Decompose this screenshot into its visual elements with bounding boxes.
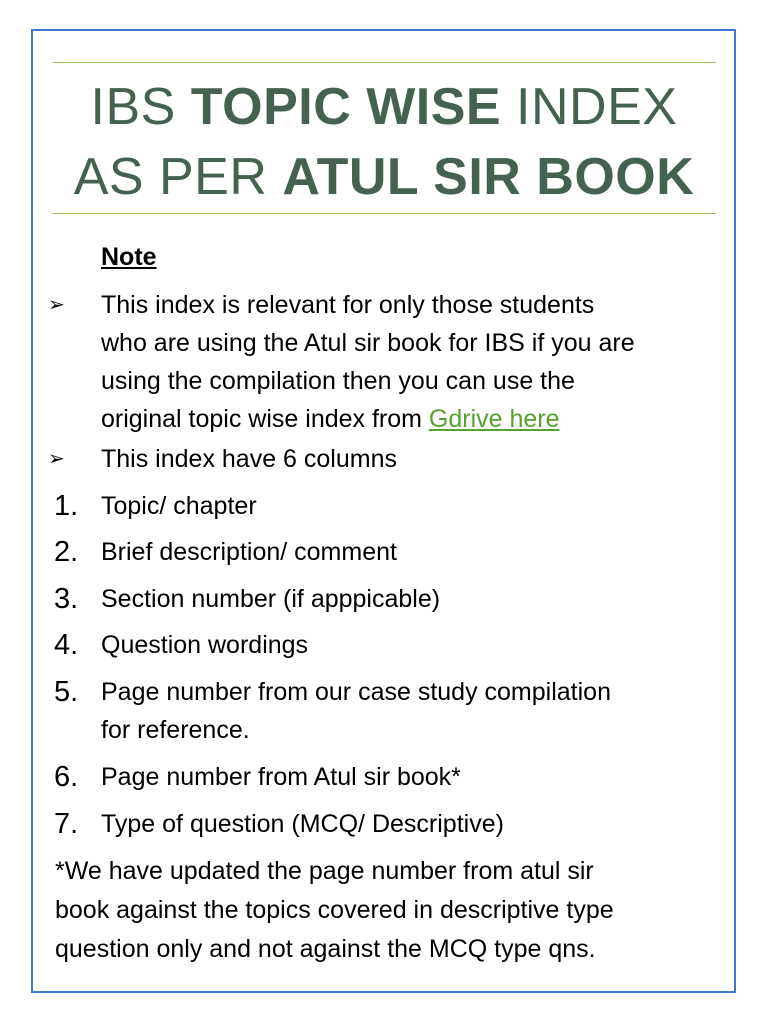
list-item [101,805,504,843]
title-line-1 [0,72,768,142]
paragraph-line: who are using the Atul sir book for IBS if you are [101,329,635,357]
title-top-rule [53,62,716,63]
gdrive-link[interactable]: Gdrive here [428,405,560,433]
list-item [101,580,440,618]
paragraph-line: This index is relevant for only those students [101,291,595,319]
title-emphasis: TOPIC WISE [190,78,502,136]
title-text: INDEX [501,78,678,136]
paragraph-line [101,400,635,438]
title-text: AS PER [73,148,283,206]
list-number: 3. [54,583,79,615]
list-item [101,626,308,664]
list-number: 4. [54,629,79,661]
list-item-text: Topic/ chapter [101,492,257,520]
list-item [101,487,257,525]
list-item-text: for reference. [101,716,250,744]
list-item [101,673,611,749]
title-bottom-rule [53,213,716,214]
bullet-paragraph-relevance [101,286,635,438]
list-number: 6. [54,761,79,793]
paragraph-line: using the compilation then you can use the [101,367,575,395]
list-item-text: Page number from our case study compilation [101,678,611,706]
title-line-2 [0,142,768,212]
title-emphasis: ATUL SIR BOOK [282,148,695,206]
note-heading: Note [101,243,157,271]
list-item-text: Question wordings [101,631,309,659]
bullet-paragraph-columns: This index have 6 columns [101,445,397,473]
paragraph-line-text: original topic wise index from [101,405,429,433]
list-item [101,533,397,571]
footnote-line: *We have updated the page number from atul sir [55,857,594,885]
footnote-line: question only and not against the MCQ type qns. [55,935,596,963]
list-number: 1. [54,490,79,522]
list-item-text: Section number (if apppicable) [101,585,441,613]
list-number: 7. [54,808,79,840]
arrow-bullet-icon: ➢ [48,294,65,316]
list-item-text: Type of question (MCQ/ Descriptive) [101,810,504,838]
list-number: 2. [54,536,79,568]
footnote [55,852,614,969]
footnote-line: book against the topics covered in descriptive type [55,896,614,924]
list-number: 5. [54,676,79,708]
list-item-text: Page number from Atul sir book* [101,763,461,791]
list-item [101,758,461,796]
list-item-text: Brief description/ comment [101,538,397,566]
arrow-bullet-icon: ➢ [48,448,65,470]
page-title [0,72,768,212]
title-text: IBS [90,78,191,136]
